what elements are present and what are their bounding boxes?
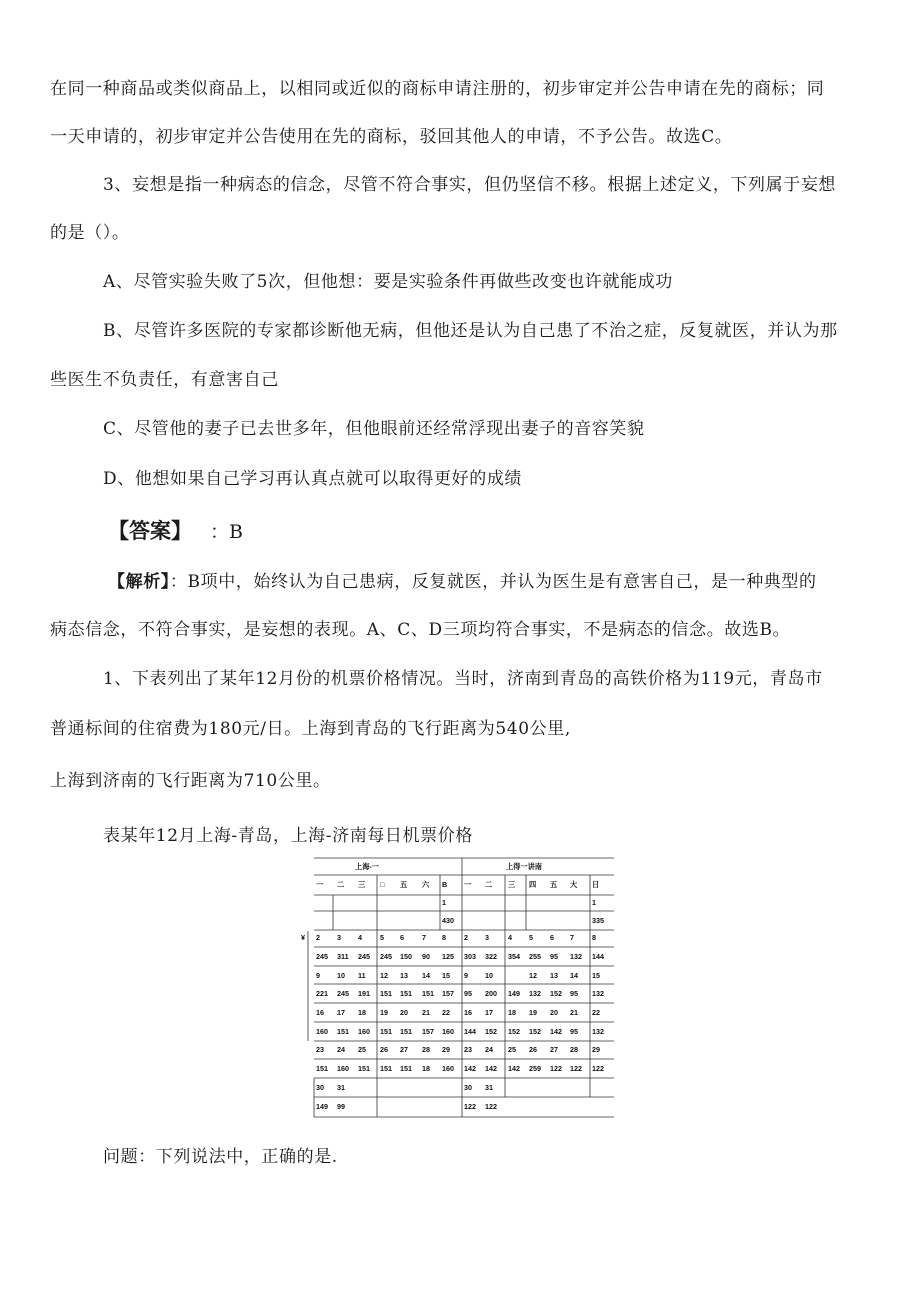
table-cell: 9 [316, 971, 320, 980]
table-cell: 17 [337, 1008, 345, 1017]
table-cell: 122 [592, 1064, 604, 1073]
table-cell: 152 [508, 1027, 520, 1036]
table-cell: 18 [358, 1008, 366, 1017]
table-cell: 95 [570, 1027, 578, 1036]
table-cell: 122 [570, 1064, 582, 1073]
table-cell: 3 [485, 933, 489, 942]
answer-value: ：B [210, 521, 243, 543]
table-cell: 151 [400, 989, 412, 998]
paragraph-line: 一天申请的，初步审定并公告使用在先的商标，驳回其他人的申请，不予公告。故选C。 [50, 127, 733, 147]
paragraph-line: 在同一种商品或类似商品上，以相同或近似的商标申请注册的，初步审定并公告申请在先的商标；同 [50, 79, 825, 99]
table-cell: 15 [442, 971, 450, 980]
table-cell: 152 [485, 1027, 497, 1036]
table-cell: 132 [529, 989, 541, 998]
option-b-cont: 些医生不负责任，有意害自己 [50, 370, 279, 390]
question-1-stem-cont: 普通标间的住宿费为180元/日。上海到青岛的飞行距离为540公里, [50, 719, 571, 739]
table-cell: 132 [570, 952, 582, 961]
table-cell: 22 [592, 1008, 600, 1017]
table-cell: 21 [422, 1008, 430, 1017]
table-cell: 95 [464, 989, 472, 998]
analysis-line: 病态信念，不符合事实，是妄想的表现。A、C、D三项均符合事实，不是病态的信念。故选B。 [50, 620, 791, 640]
table-day-header: 大 [570, 880, 578, 889]
table-cell: 4 [508, 933, 512, 942]
table-day-header: 五 [550, 880, 558, 889]
table-cell: 160 [337, 1064, 349, 1073]
table-cell: 14 [570, 971, 578, 980]
question-1-stem: 1、下表列出了某年12月份的机票价格情况。当时，济南到青岛的高铁价格为119元，青岛市 [103, 669, 823, 689]
table-cell: 29 [592, 1045, 600, 1054]
table-cell: 245 [380, 952, 392, 961]
table-cell: 5 [529, 933, 533, 942]
option-b: B、尽管许多医院的专家都诊断他无病，但他还是认为自己患了不治之症，反复就医，并认为那 [103, 321, 838, 341]
table-day-header: □ [380, 880, 385, 889]
table-cell: 2 [316, 933, 320, 942]
table-cell: 430 [442, 916, 454, 925]
table-cell: 151 [380, 1027, 392, 1036]
table-cell: 259 [529, 1064, 541, 1073]
table-cell: 322 [485, 952, 497, 961]
table-cell: 10 [485, 971, 493, 980]
option-a: A、尽管实验失败了5次，但他想：要是实验条件再做些改变也许就能成功 [103, 272, 673, 292]
question-prompt: 问题：下列说法中，正确的是. [103, 1147, 338, 1167]
table-cell: 144 [592, 952, 604, 961]
table-cell: 122 [464, 1102, 476, 1111]
table-cell: 8 [442, 933, 446, 942]
table-day-header: 三 [358, 880, 366, 889]
table-cell: 30 [464, 1083, 472, 1092]
table-cell: 151 [380, 989, 392, 998]
table-cell: 6 [550, 933, 554, 942]
question-3-stem: 3、妄想是指一种病态的信念，尽管不符合事实，但仍坚信不移。根据上述定义，下列属于妄想 [103, 175, 837, 195]
table-cell: 14 [422, 971, 430, 980]
table-cell: 13 [550, 971, 558, 980]
table-cell: 22 [442, 1008, 450, 1017]
table-cell: 200 [485, 989, 497, 998]
table-cell: 19 [380, 1008, 388, 1017]
table-cell: 95 [550, 952, 558, 961]
table-cell: 142 [508, 1064, 520, 1073]
table-cell: 18 [422, 1064, 430, 1073]
table-day-header: 四 [529, 880, 537, 889]
table-cell: 151 [422, 989, 434, 998]
table-cell: 311 [337, 952, 349, 961]
table-cell: 12 [529, 971, 537, 980]
table-cell: 26 [529, 1045, 537, 1054]
table-cell: 24 [485, 1045, 493, 1054]
table-cell: 2 [464, 933, 468, 942]
table-cell: 149 [316, 1102, 328, 1111]
table-cell: 31 [485, 1083, 493, 1092]
table-day-header: 三 [508, 880, 516, 889]
table-cell: 132 [592, 989, 604, 998]
table-cell: 11 [358, 971, 366, 980]
table-cell: 19 [529, 1008, 537, 1017]
table-cell: 7 [570, 933, 574, 942]
table-cell: 23 [464, 1045, 472, 1054]
table-cell: 142 [550, 1027, 562, 1036]
table-cell: 5 [380, 933, 384, 942]
table-cell: 160 [358, 1027, 370, 1036]
table-cell: 26 [380, 1045, 388, 1054]
table-cell: 151 [400, 1064, 412, 1073]
table-cell: 151 [316, 1064, 328, 1073]
group-header-shanghai-qingdao: 上海-一 [355, 862, 379, 871]
table-cell: 16 [316, 1008, 324, 1017]
table-cell: 152 [529, 1027, 541, 1036]
table-cell: 3 [337, 933, 341, 942]
table-cell: 125 [442, 952, 454, 961]
table-cell: 25 [358, 1045, 366, 1054]
table-cell: 151 [380, 1064, 392, 1073]
table-day-header: 一 [464, 880, 472, 889]
table-day-header: 一 [316, 880, 324, 889]
group-header-shanghai-jinan: 上得一讲南 [506, 862, 542, 871]
table-day-header: 二 [485, 880, 493, 889]
answer-label: 【答案】 [108, 519, 192, 543]
option-c: C、尽管他的妻子已去世多年，但他眼前还经常浮现出妻子的音容笑貌 [103, 419, 645, 439]
analysis-label: 【解析】 [108, 572, 170, 592]
table-cell: 31 [337, 1083, 345, 1092]
table-cell: 15 [592, 971, 600, 980]
table-caption: 表某年12月上海-青岛，上海-济南每日机票价格 [103, 826, 473, 846]
table-cell: 30 [316, 1083, 324, 1092]
table-cell: 24 [337, 1045, 345, 1054]
table-cell: 245 [337, 989, 349, 998]
table-cell: 23 [316, 1045, 324, 1054]
question-3-stem-cont: 的是（）。 [50, 223, 130, 243]
table-cell: 303 [464, 952, 476, 961]
table-cell: 27 [550, 1045, 558, 1054]
table-day-header: 六 [422, 880, 430, 889]
table-cell: 157 [422, 1027, 434, 1036]
table-cell: 13 [400, 971, 408, 980]
table-cell: 245 [316, 952, 328, 961]
table-cell: 18 [508, 1008, 516, 1017]
table-cell: 95 [570, 989, 578, 998]
table-cell: 122 [550, 1064, 562, 1073]
table-cell: 335 [592, 916, 604, 925]
question-1-stem-cont: 上海到济南的飞行距离为710公里。 [50, 771, 331, 791]
table-cell: 99 [337, 1102, 345, 1111]
table-cell: 157 [442, 989, 454, 998]
table-day-header: B [442, 880, 448, 889]
table-day-header: 日 [592, 880, 600, 889]
table-cell: 6 [400, 933, 404, 942]
table-cell: 142 [464, 1064, 476, 1073]
table-cell: 8 [592, 933, 596, 942]
table-cell: 27 [400, 1045, 408, 1054]
table-cell: 151 [358, 1064, 370, 1073]
table-cell: 21 [570, 1008, 578, 1017]
table-cell: 160 [442, 1064, 454, 1073]
table-cell: 90 [422, 952, 430, 961]
table-cell: 20 [400, 1008, 408, 1017]
table-cell: 122 [485, 1102, 497, 1111]
option-d: D、他想如果自己学习再认真点就可以取得更好的成绩 [103, 469, 523, 489]
table-cell: 4 [358, 933, 362, 942]
table-cell: 142 [485, 1064, 497, 1073]
table-cell: 160 [316, 1027, 328, 1036]
table-cell: 151 [337, 1027, 349, 1036]
table-cell: 7 [422, 933, 426, 942]
table-cell: 28 [422, 1045, 430, 1054]
table-day-header: 二 [337, 880, 345, 889]
table-cell: 221 [316, 989, 328, 998]
analysis-line [108, 567, 817, 592]
table-cell: 17 [485, 1008, 493, 1017]
table-cell: 10 [337, 971, 345, 980]
table-cell: 354 [508, 952, 520, 961]
table-cell: 152 [550, 989, 562, 998]
table-cell: 28 [570, 1045, 578, 1054]
table-cell: 245 [358, 952, 370, 961]
currency-mark: ¥ [301, 933, 305, 942]
table-cell: 144 [464, 1027, 476, 1036]
table-cell: 255 [529, 952, 541, 961]
table-cell: 151 [400, 1027, 412, 1036]
table-cell: 16 [464, 1008, 472, 1017]
table-cell: 150 [400, 952, 412, 961]
table-cell: 132 [592, 1027, 604, 1036]
table-cell: 160 [442, 1027, 454, 1036]
table-cell: 29 [442, 1045, 450, 1054]
table-cell: 12 [380, 971, 388, 980]
airfare-table [300, 853, 616, 1121]
table-cell: 25 [508, 1045, 516, 1054]
table-cell: 191 [358, 989, 370, 998]
table-cell: 1 [592, 898, 596, 907]
table-cell: 149 [508, 989, 520, 998]
table-cell: 9 [464, 971, 468, 980]
table-cell: 20 [550, 1008, 558, 1017]
table-day-header: 五 [400, 880, 408, 889]
analysis-text: ：B项中，始终认为自己患病，反复就医，并认为医生是有意害自己，是一种典型的 [169, 572, 817, 592]
table-cell: 1 [442, 898, 446, 907]
